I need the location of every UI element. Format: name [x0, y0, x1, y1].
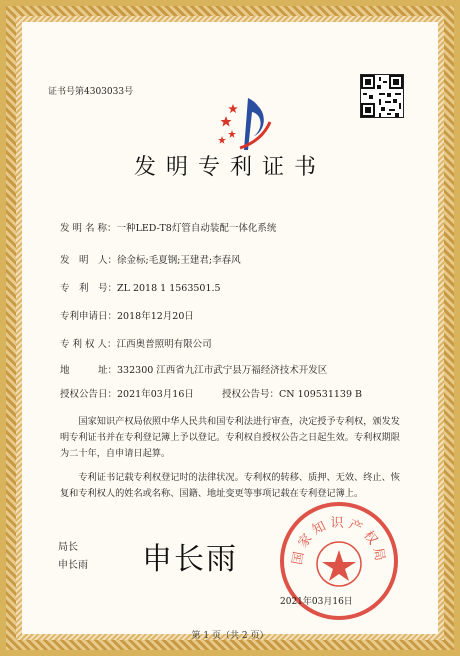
certificate-paper: [22, 22, 438, 641]
field-patent-number: [60, 280, 221, 294]
qr-code: [360, 74, 404, 118]
certificate-title: 发明专利证书: [133, 155, 326, 180]
invention-name-label: 发 明 名 称：: [60, 223, 117, 234]
grant-number-value: CN 109531139 B: [279, 389, 363, 400]
seal-date: 2021年03月16日: [280, 597, 353, 607]
field-address: [60, 362, 327, 376]
paragraph-grant-statement: 国家知识产权局依照中华人民共和国专利法进行审查，决定授予专利权，颁发发明专利证书并在专利登记簿上予以登记。专利权自授权公告之日起生效。专利权期限为二十年，自申请日起算。: [60, 416, 400, 459]
paragraph-legal-status: 专利证书记载专利权登记时的法律状况。专利权的转移、质押、无效、终止、恢复和专利权人的姓名或名称、国籍、地址变更等事项记载在专利登记簿上。: [60, 472, 400, 499]
field-invention-name: [60, 220, 276, 234]
invention-name-value: 一种LED-T8灯管自动装配一体化系统: [116, 223, 277, 234]
field-inventor: [60, 252, 241, 266]
seal-star-icon: [322, 550, 356, 581]
director-name: 申长雨: [58, 560, 88, 571]
grant-date-label: 授权公告日：: [60, 389, 118, 400]
director-signature: 申长雨: [142, 542, 238, 577]
field-grant-date: [60, 386, 194, 400]
field-filing-date: [60, 308, 194, 322]
address-label: 地 址：: [60, 365, 118, 376]
grant-date-value: 2021年03月16日: [117, 389, 194, 400]
seal-text: 国家知识产权局: [290, 516, 388, 567]
patent-owner-value: 江西奥普照明有限公司: [116, 339, 212, 350]
patent-owner-label: 专 利 权 人：: [60, 339, 117, 350]
cnipa-logo-icon: [218, 92, 274, 154]
filing-date-value: 2018年12月20日: [117, 311, 194, 322]
grant-number-label: 授权公告号：: [222, 389, 280, 400]
page-number: 第 1 页（共 2 页）: [191, 631, 269, 641]
patent-number-value: ZL 2018 1 1563501.5: [117, 283, 221, 294]
certificate-number: 证书号第4303033号: [48, 87, 134, 97]
filing-date-label: 专利申请日：: [60, 311, 118, 322]
address-value: 332300 江西省九江市武宁县万福经济技术开发区: [117, 365, 328, 376]
director-title: 局长: [58, 542, 78, 553]
field-patent-owner: [60, 336, 212, 350]
field-grant-number: [222, 386, 362, 400]
patent-number-label: 专 利 号：: [60, 283, 118, 294]
inventor-value: 徐金标;毛夏钢;王建君;李春风: [117, 255, 241, 266]
inventor-label: 发 明 人：: [60, 255, 118, 266]
